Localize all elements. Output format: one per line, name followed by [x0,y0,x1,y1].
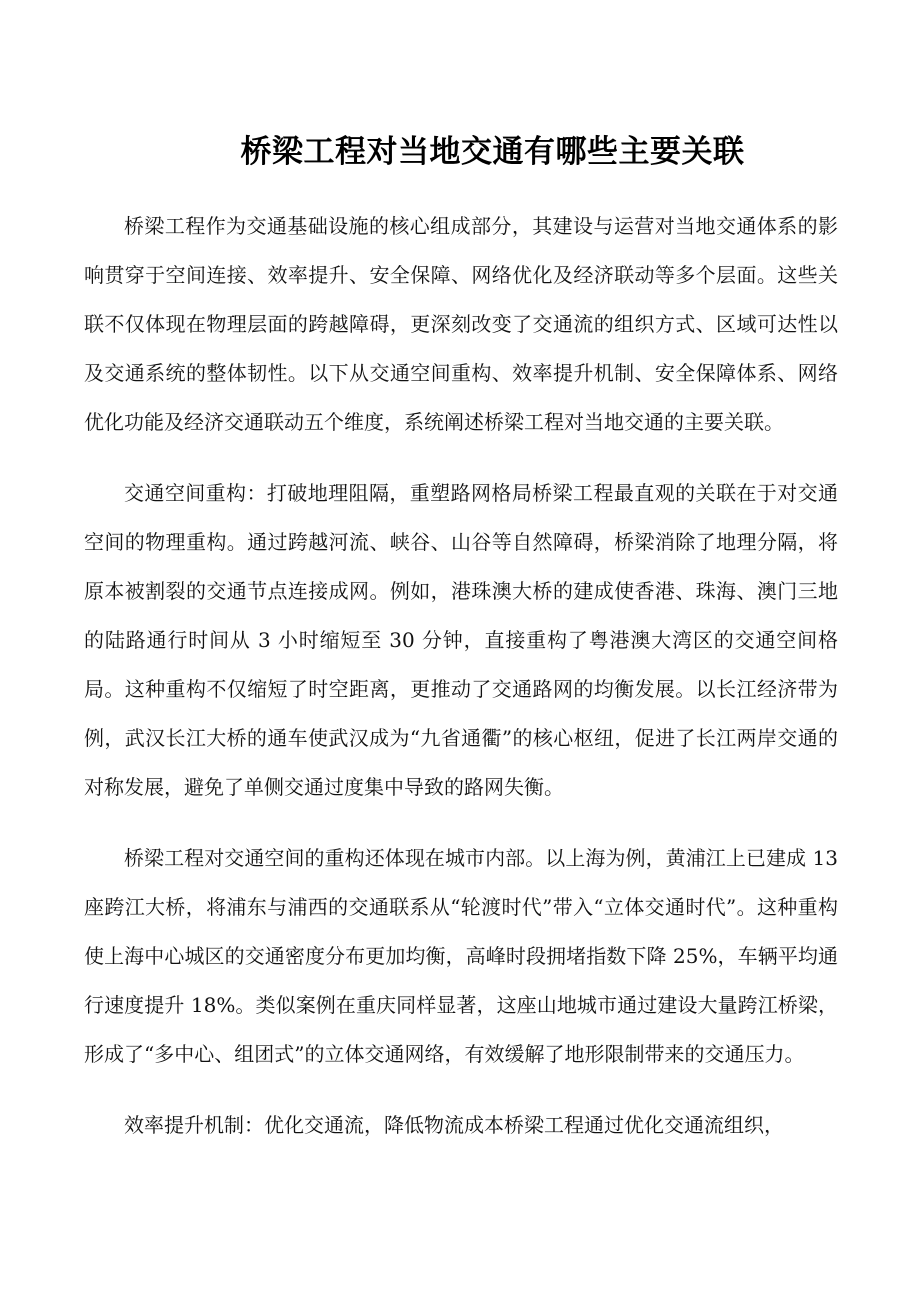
document-title: 桥梁工程对当地交通有哪些主要关联 [240,134,745,170]
paragraph-intro: 桥梁工程作为交通基础设施的核心组成部分，其建设与运营对当地交通体系的影响贯穿于空间连接、效率提升、安全保障、网络优化及经济联动等多个层面。这些关联不仅体现在物理层面的跨越障碍，更深刻改变了交通流的组织方式、区域可达性以及交通系统的整体韧性。以下从交通空间重构、效率提升机制、安全保障体系、网络优化功能及经济交通联动五个维度，系统阐述桥梁工程对当地交通的主要关联。 [84,214,838,434]
paragraph-efficiency: 效率提升机制：优化交通流，降低物流成本桥梁工程通过优化交通流组织， [124,1113,784,1137]
paragraph-urban-example: 桥梁工程对交通空间的重构还体现在城市内部。以上海为例，黄浦江上已建成 13 座跨江大桥，将浦东与浦西的交通联系从“轮渡时代”带入“立体交通时代”。这种重构使上海中心城区的交通密度分布更加均衡，高峰时段拥堵指数下降 25%，车辆平均通行速度提升 18%。类似案例在重庆同样显著，这座山地城市通过建设大量跨江桥梁，形成了“多中心、组团式”的立体交通网络，有效缓解了地形限制带来的交通压力。 [84,846,838,1066]
document-body [84,202,838,1172]
paragraph-spatial-reconstruction: 交通空间重构：打破地理阻隔，重塑路网格局桥梁工程最直观的关联在于对交通空间的物理重构。通过跨越河流、峡谷、山谷等自然障碍，桥梁消除了地理分隔，将原本被割裂的交通节点连接成网。例如，港珠澳大桥的建成使香港、珠海、澳门三地的陆路通行时间从 3 小时缩短至 30 分钟，直接重构了粤港澳大湾区的交通空间格局。这种重构不仅缩短了时空距离，更推动了交通路网的均衡发展。以长江经济带为例，武汉长江大桥的通车使武汉成为“九省通衢”的核心枢纽，促进了长江两岸交通的对称发展，避免了单侧交通过度集中导致的路网失衡。 [84,481,838,799]
